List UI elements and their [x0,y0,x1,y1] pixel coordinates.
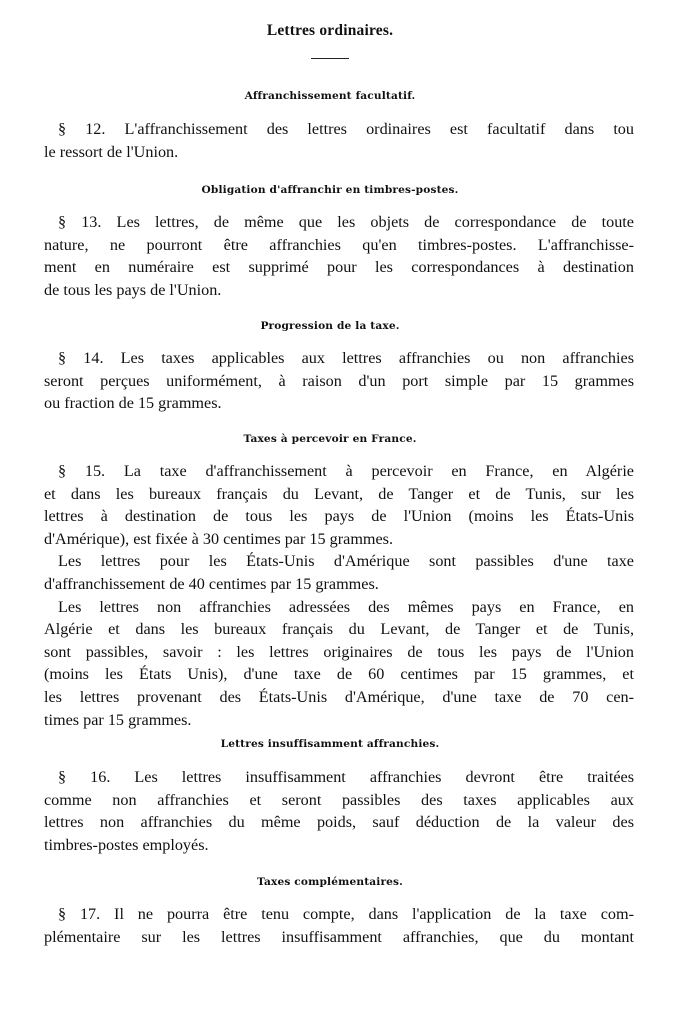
text-line: Les lettres pour les États-Unis d'Amérique sont passibles d'une taxe [58,552,634,571]
paragraph-16 [44,766,634,856]
paragraph-14 [44,347,634,415]
text-line: § 16. Les lettres insuffisamment affranchies devront être traitées [58,768,634,786]
text-line: seront perçues uniformément, à raison d'un port simple par 15 grammes [44,371,634,390]
text-line: le ressort de l'Union. [44,142,179,161]
text-line: lettres à destination de tous les pays de l'Union (moins les États-Unis [44,507,634,526]
text-line: comme non affranchies et seront passibles des taxes applicables aux [44,790,634,809]
text-line: ou fraction de 15 grammes. [44,394,222,413]
text-line: ment en numéraire est supprimé pour les correspondances à destination [44,258,634,277]
text-line: les lettres provenant des États-Unis d'Amérique, d'une taxe de 70 cen- [44,687,634,706]
text-line: sont passibles, savoir : les lettres originaires de tous les pays de l'Union [44,642,634,661]
section-heading: Taxes à percevoir en France. [243,433,417,445]
text-line: § 12. L'affranchissement des lettres ordinaires est facultatif dans tou [58,120,634,138]
paragraph-13 [44,211,634,301]
text-line: § 13. Les lettres, de même que les objets de correspondance de toute [58,213,634,231]
paragraph-12 [44,118,634,163]
text-line: § 15. La taxe d'affranchissement à percevoir en France, en Algérie [58,462,634,480]
text-line: (moins les États Unis), d'une taxe de 60 centimes par 15 grammes, et [44,665,634,684]
section-heading: Affranchissement facultatif. [244,90,416,102]
text-line: timbres-postes employés. [44,835,209,854]
text-line: d'affranchissement de 40 centimes par 15 grammes. [44,574,379,593]
title-rule [311,58,349,59]
paragraph-15 [44,460,634,731]
text-line: lettres non affranchies du même poids, sauf déduction de la valeur des [44,813,634,832]
text-line: Algérie et dans les bureaux français du Levant, de Tanger et de Tunis, [44,620,634,639]
text-line: et dans les bureaux français du Levant, de Tanger et de Tunis, sur les [44,484,634,503]
text-line: Les lettres non affranchies adressées des mêmes pays en France, en [58,597,634,616]
section-heading: Taxes complémentaires. [256,876,404,888]
page-title: Lettres ordinaires. [266,22,394,39]
text-line: d'Amérique), est fixée à 30 centimes par 15 grammes. [44,529,394,548]
text-line: § 14. Les taxes applicables aux lettres affranchies ou non affranchies [58,349,634,367]
text-line: plémentaire sur les lettres insuffisamment affranchies, que du montant [44,927,634,946]
text-line: de tous les pays de l'Union. [44,280,222,299]
text-line: nature, ne pourront être affranchies qu'en timbres-postes. L'affranchisse- [44,235,634,254]
section-heading: Progression de la taxe. [260,320,400,332]
text-line: times par 15 grammes. [44,710,192,729]
section-heading: Lettres insuffisamment affranchies. [220,738,440,750]
text-line: § 17. Il ne pourra être tenu compte, dans l'application de la taxe com- [58,905,634,923]
section-heading: Obligation d'affranchir en timbres-postes. [201,184,459,196]
paragraph-17 [44,903,634,948]
